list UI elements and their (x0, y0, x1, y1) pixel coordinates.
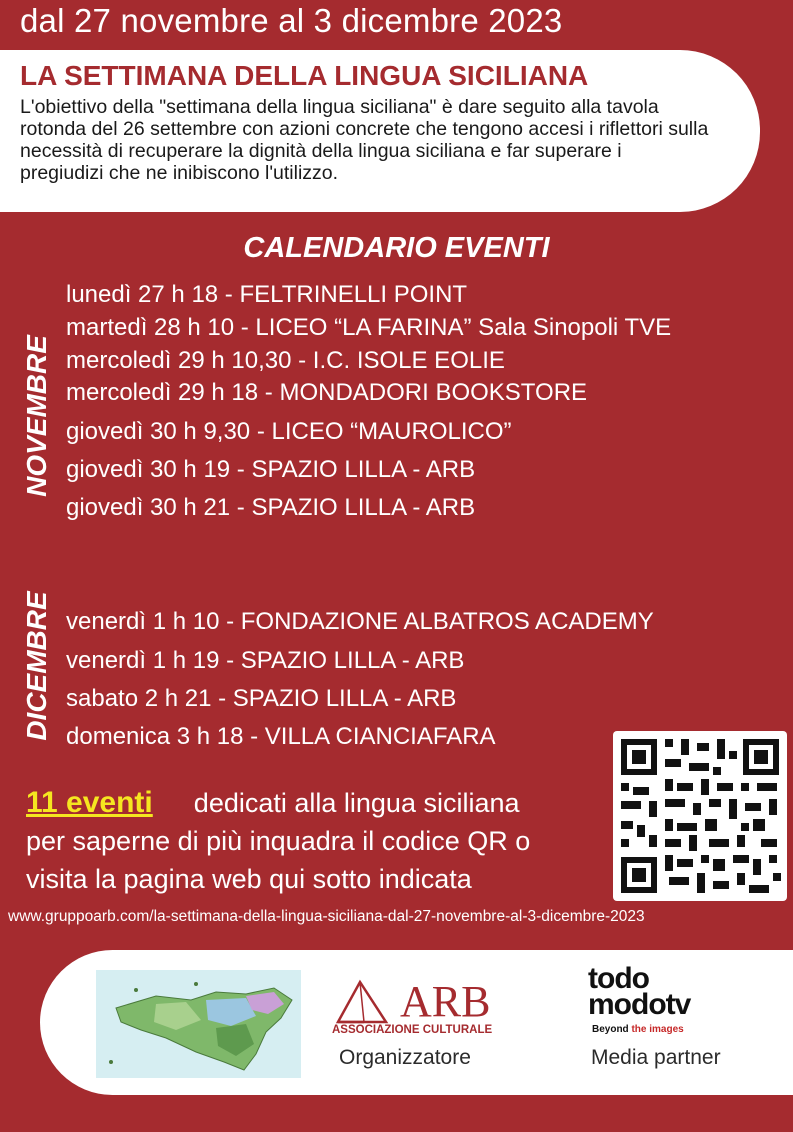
intro-text: L'obiettivo della "settimana della lingua siciliana" è dare seguito alla tavola rotonda del 26 settembre con azioni concrete che tengono accesi i riflettori sulla necessità di recuperare la dignità della lingua siciliana e far superare i pregiudizi che ne inibiscono l'utilizzo. (20, 96, 709, 184)
event-item: martedì 28 h 10 - LICEO “LA FARINA” Sala Sinopoli TVE (66, 314, 672, 341)
qr-code[interactable] (613, 731, 787, 901)
todomodo-tagline: Beyond the images (592, 1024, 684, 1035)
event-web-link[interactable]: www.gruppoarb.com/la-settimana-della-lingua-siciliana-dal-27-novembre-al-3-dicembre-2023 (8, 908, 645, 925)
events-count-rest: dedicati alla lingua siciliana (193, 788, 520, 818)
organizer-label: Organizzatore (339, 1046, 471, 1069)
media-partner-label: Media partner (591, 1046, 721, 1069)
svg-text:ARB: ARB (400, 977, 491, 1026)
sicily-map-image (96, 970, 301, 1078)
event-item: giovedì 30 h 9,30 - LICEO “MAUROLICO” (66, 418, 512, 445)
events-count: 11 eventi (26, 786, 153, 819)
info-line-web: visita la pagina web qui sotto indicata (26, 864, 472, 894)
event-item: mercoledì 29 h 10,30 - I.C. ISOLE EOLIE (66, 347, 505, 374)
event-item: sabato 2 h 21 - SPAZIO LILLA - ARB (66, 685, 457, 712)
event-item: giovedì 30 h 21 - SPAZIO LILLA - ARB (66, 494, 476, 521)
intro-title: LA SETTIMANA DELLA LINGUA SICILIANA (20, 60, 589, 91)
partner-card (40, 950, 793, 1095)
calendar-title: CALENDARIO EVENTI (243, 232, 550, 264)
event-item: venerdì 1 h 19 - SPAZIO LILLA - ARB (66, 647, 465, 674)
event-item: mercoledì 29 h 18 - MONDADORI BOOKSTORE (66, 379, 588, 406)
arb-subtitle: ASSOCIAZIONE CULTURALE (332, 1024, 493, 1036)
info-line-qr: per saperne di più inquadra il codice QR o (26, 826, 531, 856)
event-item: domenica 3 h 18 - VILLA CIANCIAFARA (66, 723, 496, 750)
intro-card (0, 50, 760, 212)
todomodo-logo-line1: todo (588, 962, 649, 995)
event-item: lunedì 27 h 18 - FELTRINELLI POINT (66, 281, 468, 308)
event-item: venerdì 1 h 10 - FONDAZIONE ALBATROS ACADEMY (66, 608, 654, 635)
event-item: giovedì 30 h 19 - SPAZIO LILLA - ARB (66, 456, 476, 483)
events-count-line (26, 786, 520, 820)
qr-code-icon (613, 731, 787, 901)
month-november-label: NOVEMBRE (21, 335, 52, 497)
todomodo-logo-line2: modotv (588, 988, 691, 1021)
header-date: dal 27 novembre al 3 dicembre 2023 (20, 2, 563, 39)
month-december-label: DICEMBRE (21, 591, 52, 741)
